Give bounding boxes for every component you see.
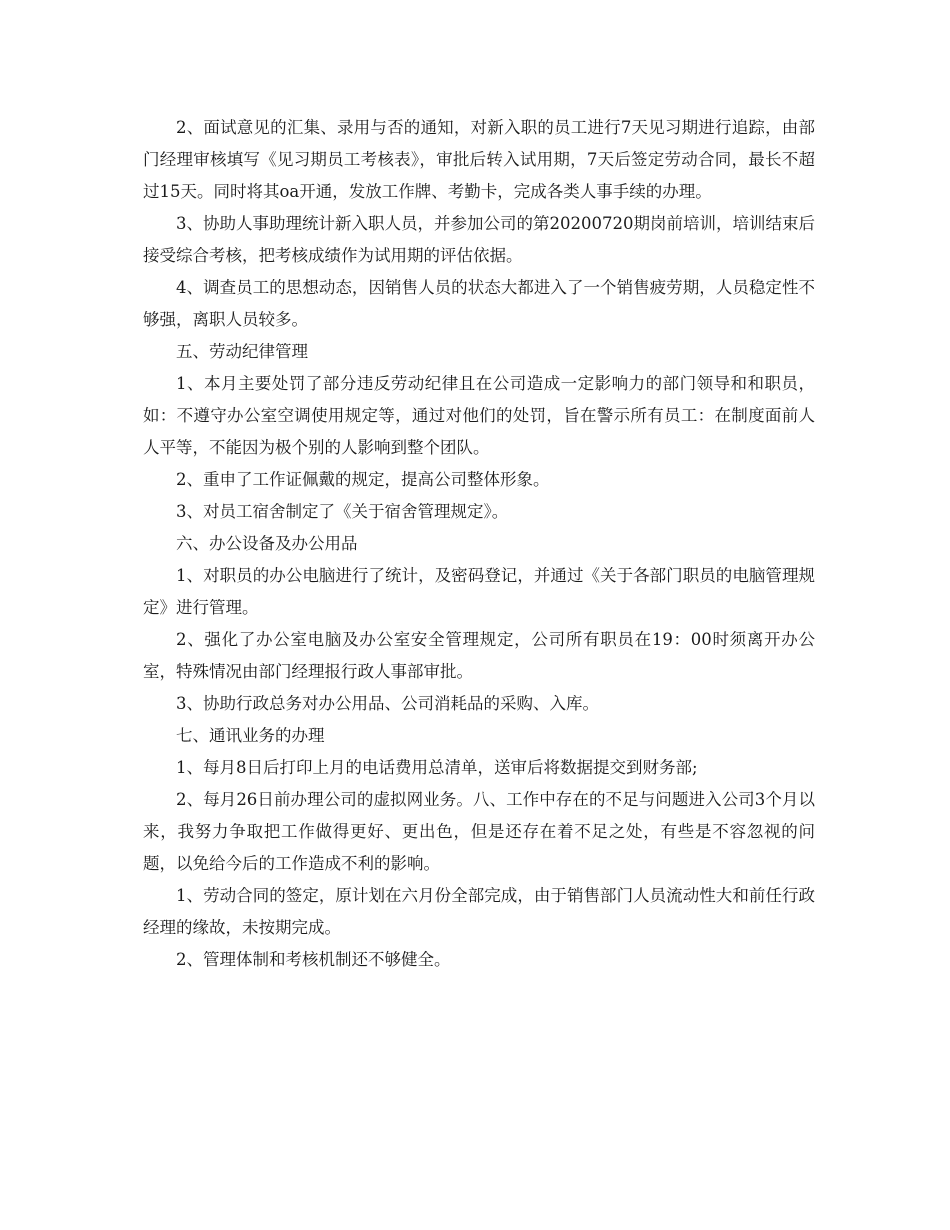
paragraph: 1、对职员的办公电脑进行了统计，及密码登记，并通过《关于各部门职员的电脑管理规定》进行管理。 [143,566,815,617]
section-heading: 六、办公设备及办公用品 [176,534,358,553]
paragraph: 3、对员工宿舍制定了《关于宿舍管理规定》。 [176,502,509,521]
paragraph: 3、协助行政总务对办公用品、公司消耗品的采购、入库。 [176,694,599,713]
paragraph: 2、面试意见的汇集、录用与否的通知，对新入职的员工进行7天见习期进行追踪，由部门经理审核填写《见习期员工考核表》，审批后转入试用期，7天后签定劳动合同，最长不超过15天。同时将其oa开通，发放工作牌、考勤卡，完成各类人事手续的办理。 [143,118,815,201]
paragraph: 2、强化了办公室电脑及办公室安全管理规定，公司所有职员在19：00时须离开办公室，特殊情况由部门经理报行政人事部审批。 [143,630,815,681]
section-heading: 五、劳动纪律管理 [176,342,308,361]
paragraph: 1、每月8日后打印上月的电话费用总清单，送审后将数据提交到财务部; [176,758,698,777]
paragraph: 4、调查员工的思想动态，因销售人员的状态大都进入了一个销售疲劳期，人员稳定性不够强，离职人员较多。 [143,278,815,329]
paragraph: 1、劳动合同的签定，原计划在六月份全部完成，由于销售部门人员流动性大和前任行政经理的缘故，未按期完成。 [143,886,815,937]
paragraph: 2、管理体制和考核机制还不够健全。 [176,950,451,969]
paragraph: 2、每月26日前办理公司的虚拟网业务。八、工作中存在的不足与问题进入公司3个月以来，我努力争取把工作做得更好、更出色，但是还存在着不足之处，有些是不容忽视的问题，以免给今后的工作造成不利的影响。 [143,790,815,873]
paragraph: 3、协助人事助理统计新入职人员，并参加公司的第20200720期岗前培训，培训结束后接受综合考核，把考核成绩作为试用期的评估依据。 [143,214,815,265]
paragraph: 1、本月主要处罚了部分违反劳动纪律且在公司造成一定影响力的部门领导和和职员，如：不遵守办公室空调使用规定等，通过对他们的处罚，旨在警示所有员工：在制度面前人人平等，不能因为极个别的人影响到整个团队。 [143,374,815,457]
document-body [143,112,815,976]
paragraph: 2、重申了工作证佩戴的规定，提高公司整体形象。 [176,470,550,489]
section-heading: 七、通讯业务的办理 [176,726,325,745]
